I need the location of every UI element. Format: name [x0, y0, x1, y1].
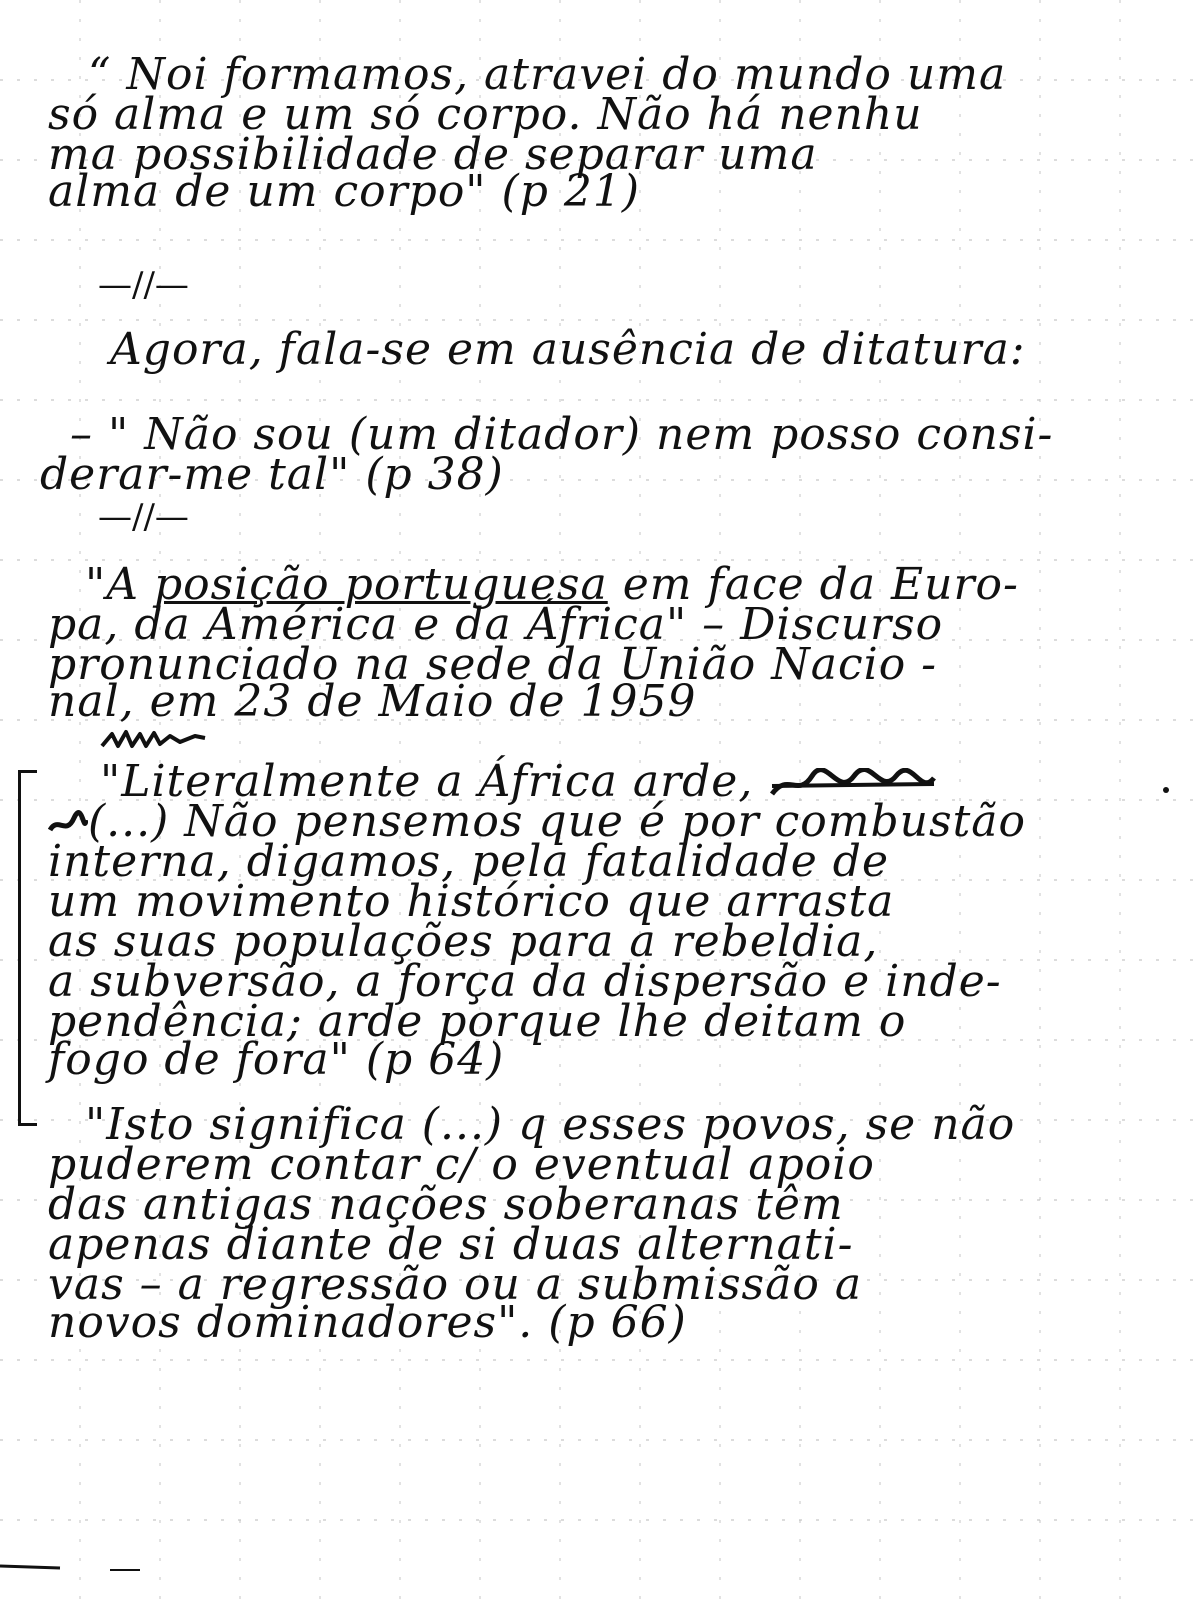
quote-line: novos dominadores". (p 66)	[48, 1297, 687, 1348]
crossed-out-word	[48, 810, 88, 840]
speech-open-quote: "A	[85, 559, 154, 610]
quote-line: derar-me tal" (p 38)	[40, 449, 504, 500]
quote-line: pendência; arde porque lhe deitam o	[48, 996, 907, 1047]
margin-stroke	[0, 1560, 200, 1580]
quote-line: interna, digamos, pela fatalidade de	[48, 836, 889, 887]
quote-text: "Literalmente a África arde,	[100, 756, 769, 807]
quote-line: um movimento histórico que arrasta	[48, 876, 895, 927]
section-separator: —//—	[98, 497, 189, 537]
quote-text: (...) Não pensemos que é por combustão	[88, 796, 1027, 847]
speech-line: pronunciado na sede da União Nacio -	[48, 639, 938, 690]
quote-line: das antigas nações soberanas têm	[48, 1179, 844, 1230]
quote-line: as suas populações para a rebeldia,	[48, 916, 879, 967]
quote-line: ma possibilidade de separar uma	[48, 129, 818, 180]
section-separator: —//—	[98, 265, 189, 305]
quote-line: puderem contar c/ o eventual apoio	[48, 1139, 875, 1190]
quote-line: – " Não sou (um ditador) nem posso consi-	[70, 409, 1054, 460]
quote-line: apenas diante de si duas alternati-	[48, 1219, 854, 1270]
speech-underlined-phrase: posição portuguesa	[154, 559, 608, 610]
scribble-mark	[100, 724, 210, 754]
quote-line: só alma e um só corpo. Não há nenhu	[48, 89, 923, 140]
quote-line: "Isto significa (...) q esses povos, se não	[85, 1099, 1016, 1150]
speech-line: pa, da América e da África" – Discurso	[48, 599, 944, 650]
speech-title-rest: em face da Euro-	[607, 559, 1019, 610]
stray-dot	[1163, 787, 1169, 793]
quote-line: alma de um corpo" (p 21)	[48, 166, 641, 217]
section-heading: Agora, fala-se em ausência de ditatura:	[110, 324, 1026, 375]
quote-line: fogo de fora" (p 64)	[48, 1034, 505, 1085]
margin-bracket	[18, 770, 37, 1126]
quote-line: a subversão, a força da dispersão e inde-	[48, 956, 1002, 1007]
speech-line: nal, em 23 de Maio de 1959	[48, 676, 697, 727]
quote-line: “ Noi formamos, atravei do mundo uma	[88, 49, 1007, 100]
quote-line: vas – a regressão ou a submissão a	[48, 1259, 863, 1310]
